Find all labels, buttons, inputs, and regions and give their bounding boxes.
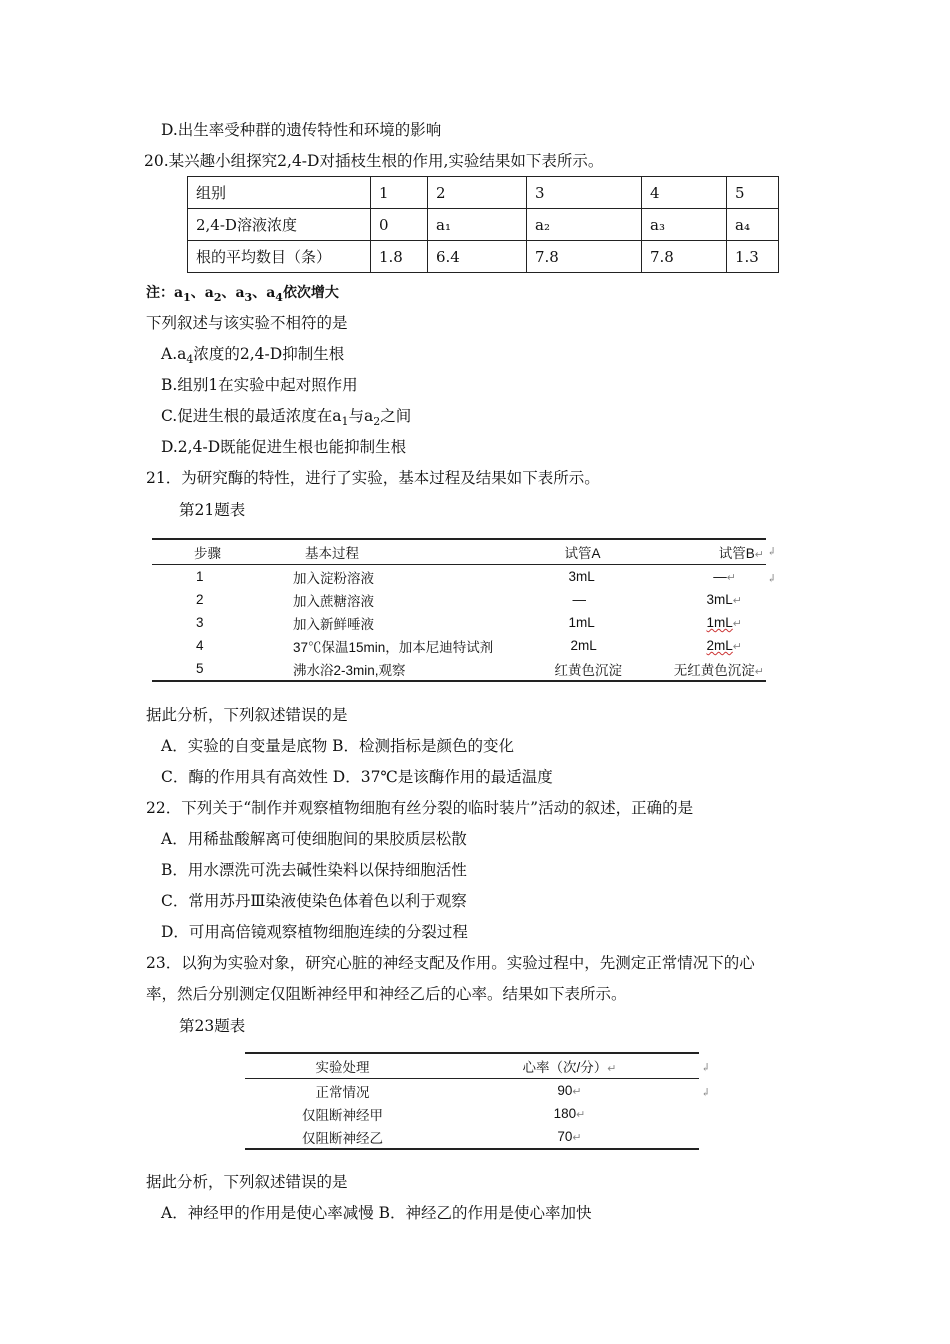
q22-option-a: A．用稀盐酸解离可使细胞间的果胶质层松散 (161, 830, 467, 848)
q22-option-d: D．可用高倍镜观察植物细胞连续的分裂过程 (161, 923, 468, 941)
table-row (245, 1125, 699, 1149)
table-header-row (152, 539, 766, 565)
q20-stem: 20.某兴趣小组探究2,4-D对插枝生根的作用,实验结果如下表所示。 (144, 152, 604, 170)
q20-table (187, 176, 779, 273)
table-cell: 2mL (570, 638, 597, 653)
table-cell: 加入新鲜唾液 (293, 616, 375, 632)
table-cell: 1 (196, 569, 204, 584)
table-row (245, 1102, 699, 1125)
table-cell: a₃ (642, 209, 727, 241)
table-row (188, 177, 779, 209)
table-cell: 组别 (188, 177, 371, 209)
table-cell: 4 (196, 638, 204, 653)
table-row (152, 565, 766, 589)
table-cell: 3mL↵ (706, 592, 742, 607)
table-cell: 2 (428, 177, 527, 209)
q20-option-d: D.2,4-D既能促进生根也能抑制生根 (161, 438, 407, 456)
q23-options-ab: A．神经甲的作用是使心率减慢 B．神经乙的作用是使心率加快 (161, 1204, 592, 1222)
table-cell: 70↵ (440, 1125, 699, 1149)
table-cell: —↵ (713, 569, 736, 584)
paragraph-mark: ↲ (701, 1061, 711, 1074)
table-cell: 3 (196, 615, 204, 630)
q20-option-a: $A.a_4$浓度的2,4-D抑制生根 (161, 345, 345, 367)
table-cell: 2 (196, 592, 204, 607)
table-cell: 5 (152, 657, 293, 681)
table-cell: 根的平均数目（条） (188, 241, 371, 273)
table-cell: 无红黄色沉淀↵ (674, 657, 766, 681)
q21-caption: 第21题表 (179, 501, 246, 519)
table-header: 试管A (532, 539, 673, 565)
table-cell: — (572, 592, 586, 607)
q22-option-b: B．用水漂洗可洗去碱性染料以保持细胞活性 (161, 861, 467, 879)
paragraph-mark: ↲ (767, 572, 777, 585)
table-cell: 1.8 (371, 241, 428, 273)
paragraph-mark: ↲ (701, 1086, 711, 1099)
table-row (188, 209, 779, 241)
table-cell: 加入蔗糖溶液 (293, 593, 375, 609)
table-header-row (245, 1053, 699, 1079)
table-cell: 3mL (568, 569, 595, 584)
table-row (188, 241, 779, 273)
q23-stem-line1: 23．以狗为实验对象，研究心脏的神经支配及作用。实验过程中，先测定正常情况下的心 (146, 954, 755, 972)
table-cell: 3 (527, 177, 642, 209)
table-header: 心率（次/分）↵ (440, 1053, 699, 1079)
table-row (245, 1079, 699, 1103)
table-row (152, 588, 766, 611)
table-cell: 90↵ (557, 1083, 582, 1098)
table-cell: 2mL↵ (706, 638, 742, 653)
table-cell: 1 (371, 177, 428, 209)
q20-note: 注：$a_1$、$a_2$、$a_3$、$a_4$依次增大 (146, 285, 339, 304)
q19-option-d: D.出生率受种群的遗传特性和环境的影响 (161, 121, 442, 139)
table-row (152, 611, 766, 634)
q22-option-c: C．常用苏丹Ⅲ染液使染色体着色以利于观察 (161, 892, 467, 910)
table-header: 试管B↵ (674, 539, 766, 565)
table-cell: 0 (371, 209, 428, 241)
table-cell: 加入淀粉溶液 (293, 570, 375, 586)
table-cell: 1mL (568, 615, 595, 630)
table-cell: a₂ (527, 209, 642, 241)
table-cell: 7.8 (527, 241, 642, 273)
q21-ask: 据此分析，下列叙述错误的是 (146, 706, 348, 724)
q22-stem: 22．下列关于“制作并观察植物细胞有丝分裂的临时装片”活动的叙述，正确的是 (146, 799, 694, 817)
table-header: 步骤 (152, 539, 293, 565)
table-cell: 4 (642, 177, 727, 209)
q23-table (245, 1052, 699, 1150)
q23-stem-line2: 率，然后分别测定仅阻断神经甲和神经乙后的心率。结果如下表所示。 (146, 985, 627, 1003)
table-cell: 2,4-D溶液浓度 (188, 209, 371, 241)
table-cell: 仅阻断神经乙 (245, 1125, 440, 1149)
table-cell: 沸水浴2-3min,观察 (293, 657, 532, 681)
table-row (152, 657, 766, 681)
table-cell: 180↵ (553, 1106, 586, 1121)
table-cell: 仅阻断神经甲 (302, 1107, 383, 1123)
table-header: 基本过程 (293, 539, 532, 565)
table-cell: 6.4 (428, 241, 527, 273)
table-cell: 红黄色沉淀 (532, 657, 673, 681)
table-cell: a₄ (727, 209, 779, 241)
table-cell: 1.3 (727, 241, 779, 273)
q21-options-cd: C．酶的作用具有高效性 D．37℃是该酶作用的最适温度 (161, 768, 553, 786)
table-cell: 5 (727, 177, 779, 209)
paragraph-mark: ↲ (767, 545, 777, 558)
q21-table (152, 538, 766, 682)
q23-ask: 据此分析，下列叙述错误的是 (146, 1173, 348, 1191)
table-header: 实验处理 (245, 1053, 440, 1079)
table-cell: 正常情况 (315, 1084, 370, 1100)
table-row (152, 634, 766, 657)
q21-options-ab: A．实验的自变量是底物 B．检测指标是颜色的变化 (161, 737, 515, 755)
q20-option-b: B.组别1在实验中起对照作用 (161, 376, 358, 394)
q23-caption: 第23题表 (179, 1017, 246, 1035)
q20-option-c: C.促进生根的最适浓度在$a_1$与$a_2$之间 (161, 407, 412, 429)
table-cell: a₁ (428, 209, 527, 241)
q21-stem: 21．为研究酶的特性，进行了实验，基本过程及结果如下表所示。 (146, 469, 600, 487)
table-cell: 1mL↵ (706, 615, 742, 630)
table-cell: 7.8 (642, 241, 727, 273)
table-cell: 37℃保温15min，加本尼迪特试剂 (293, 639, 494, 655)
q20-ask: 下列叙述与该实验不相符的是 (146, 314, 348, 332)
